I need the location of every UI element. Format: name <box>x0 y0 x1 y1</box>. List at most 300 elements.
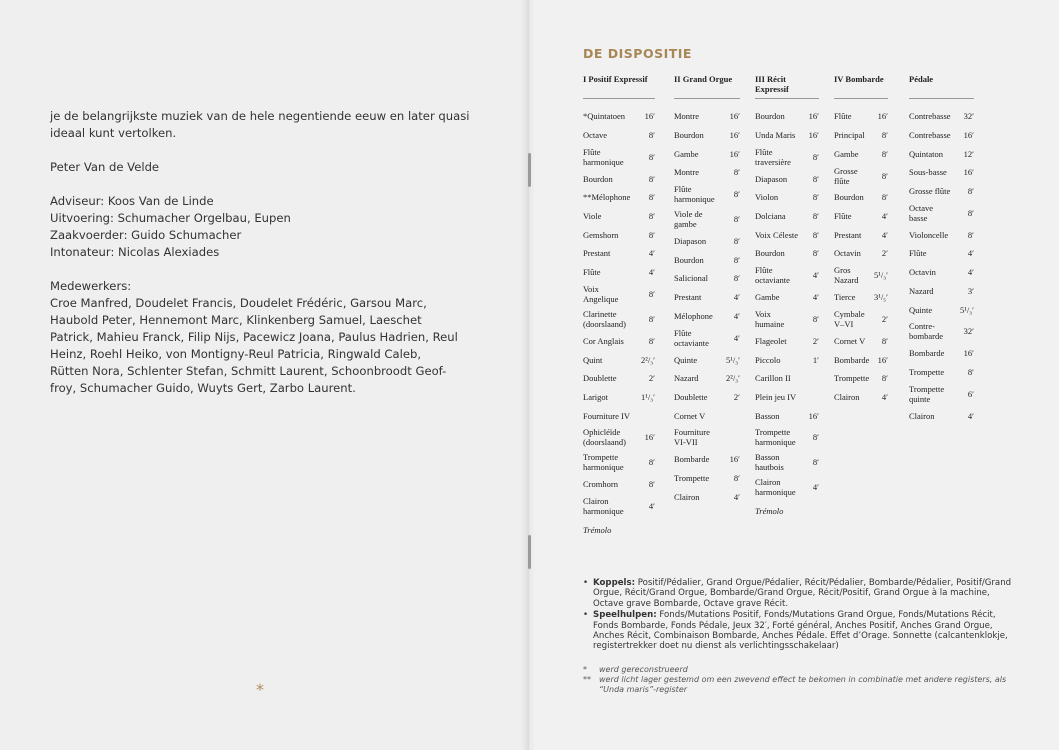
stop-name-line: Contrebasse <box>909 111 951 122</box>
stop-name-line: Gambe <box>834 148 859 159</box>
bullet-label: Koppels: <box>593 578 636 588</box>
stop-name-line: Octave <box>909 202 934 213</box>
stop-name <box>583 427 626 447</box>
stop-footage: 8′ <box>733 254 740 265</box>
stop-name-line: Flûte <box>674 327 692 338</box>
stop-footage: 3′ <box>967 285 974 296</box>
stop-name <box>674 149 699 159</box>
stop-name-line: flûte <box>834 175 850 186</box>
stop-footage: 16′ <box>877 111 888 122</box>
stop-footage: 4′ <box>733 292 740 303</box>
stop-name <box>755 411 780 421</box>
stop-name <box>755 373 791 383</box>
stop-row <box>755 126 819 145</box>
manual-title-line: Pédale <box>909 74 934 84</box>
stop-name-line: Unda Maris <box>755 130 796 141</box>
stop-row <box>909 381 974 406</box>
stop-footage: 8′ <box>733 189 740 200</box>
stop-footage: 8′ <box>733 472 740 483</box>
manual-column <box>909 74 974 425</box>
stop-footage: 16′ <box>729 111 740 122</box>
stop-name <box>909 286 934 296</box>
stop-row <box>834 188 888 207</box>
stop-name-line: Cornet V <box>834 335 866 346</box>
stop-name <box>909 367 944 377</box>
stop-footage: 8′ <box>733 214 740 225</box>
stop-name-line: Flûte <box>583 146 601 157</box>
stop-name <box>674 311 713 321</box>
stop-footage: 8′ <box>812 229 819 240</box>
stop-row <box>755 388 819 407</box>
stop-name <box>583 336 624 346</box>
stop-footage: 16′ <box>644 432 655 443</box>
stop-row <box>909 406 974 425</box>
manual-column <box>674 74 740 506</box>
stop-row <box>583 450 655 475</box>
stop-footage: 16′ <box>963 167 974 178</box>
stop-name <box>834 292 855 302</box>
stop-name-line: Doublette <box>583 373 617 384</box>
stop-name-line: Flûte <box>909 248 927 259</box>
stop-name <box>755 477 796 497</box>
stop-footage: 2′ <box>812 335 819 346</box>
stop-name-line: Clarinette <box>583 309 617 319</box>
stop-name <box>834 166 858 186</box>
stop-name-line: Ophicléïde <box>583 427 621 438</box>
stop-name <box>755 336 787 346</box>
stop-name <box>755 427 796 447</box>
stop-row <box>583 144 655 169</box>
stop-row <box>755 307 819 332</box>
footnote-mark: * <box>583 665 587 674</box>
stop-name-line: bombarde <box>909 331 943 342</box>
stop-name-line: Bombarde <box>834 354 870 365</box>
stop-name <box>755 265 790 285</box>
stop-row <box>674 450 740 469</box>
stop-name <box>909 248 926 258</box>
stop-row <box>674 163 740 182</box>
stop-footage: 2′ <box>881 248 888 259</box>
stop-row <box>755 288 819 307</box>
stop-footage: 5¹/₃′ <box>960 304 974 315</box>
stop-footage: 12′ <box>963 148 974 159</box>
manual-title-line: Expressif <box>755 84 789 94</box>
stop-name <box>909 321 943 341</box>
stop-footage: 4′ <box>733 332 740 343</box>
stop-footage: 4′ <box>648 501 655 512</box>
stop-name <box>583 248 610 258</box>
stop-row <box>834 126 888 145</box>
stop-footage: 8′ <box>648 130 655 141</box>
stop-name-line: Nazard <box>909 285 934 296</box>
stop-name-line: Doublette <box>674 391 708 402</box>
stop-name-line: VI-VII <box>674 437 698 448</box>
stop-footage: 16′ <box>644 111 655 122</box>
stop-footage: 2′ <box>648 373 655 384</box>
bullet-koppels <box>583 578 1018 609</box>
stop-row <box>583 475 655 494</box>
stop-row <box>909 126 974 145</box>
stop-footage: 16′ <box>963 348 974 359</box>
credit-line: Zaakvoerder: Guido Schumacher <box>50 228 242 242</box>
stop-name-line: harmonique <box>583 506 624 517</box>
stop-name <box>674 454 709 464</box>
stop-footage: 8′ <box>812 248 819 259</box>
stop-name-line: quinte <box>909 393 931 404</box>
staff-line: froy, Schumacher Guido, Wuyts Gert, Zarbo Laurent. <box>50 381 356 395</box>
stop-name-line: Basson <box>755 452 780 463</box>
staff-title: Medewerkers: <box>50 279 132 293</box>
stop-name-line: V–VI <box>834 319 854 329</box>
stop-name-line: (doorslaand) <box>583 437 626 448</box>
stop-row <box>674 144 740 163</box>
stop-name-line: Angelique <box>583 294 619 304</box>
stop-name <box>834 309 865 329</box>
stop-name <box>674 236 706 246</box>
stop-footage: 4′ <box>812 482 819 493</box>
stop-name-line: hautbois <box>755 462 784 473</box>
stop-name <box>674 130 704 140</box>
stop-name-line: Nazard <box>674 373 699 384</box>
stop-row <box>583 350 655 369</box>
stop-name-line: Gemshorn <box>583 229 619 240</box>
stop-name <box>834 149 859 159</box>
stop-name-line: Cromhorn <box>583 479 618 490</box>
stop-name <box>755 452 784 472</box>
stop-name-line: Diapason <box>755 173 788 184</box>
stop-name-line: octaviante <box>674 337 709 348</box>
stop-name-line: Voix <box>755 309 771 319</box>
stop-name <box>674 167 699 177</box>
stop-row <box>583 388 655 407</box>
stop-name-line: Mélophone <box>674 310 713 321</box>
stop-row <box>755 350 819 369</box>
manual-column <box>583 74 655 535</box>
stop-row <box>909 182 974 201</box>
stop-row <box>755 225 819 244</box>
stop-row <box>834 244 888 263</box>
stop-name-line: Larigot <box>583 391 609 402</box>
stop-name-line: harmonique <box>755 487 796 498</box>
stop-row <box>583 225 655 244</box>
stop-name-line: Plein jeu IV <box>755 391 797 402</box>
stop-footage: 8′ <box>967 207 974 218</box>
stop-name-line: Violon <box>755 192 779 203</box>
stop-name <box>909 267 936 277</box>
bullet-speelhulpen <box>583 610 1018 652</box>
stop-name-line: Flûte <box>834 211 852 222</box>
stop-name-line: Diapason <box>674 236 707 247</box>
staff-line: Croe Manfred, Doudelet Francis, Doudelet Frédéric, Garsou Marc, <box>50 296 427 310</box>
stop-name <box>674 273 708 283</box>
stop-row <box>755 169 819 188</box>
stop-footage: 4′ <box>812 292 819 303</box>
footnote-text: werd gereconstrueerd <box>599 665 688 674</box>
stop-name-line: Piccolo <box>755 354 781 365</box>
stop-name-line: Cornet V <box>674 410 706 421</box>
stop-name <box>755 192 778 202</box>
stop-name-line: Principal <box>834 130 865 141</box>
stop-name-line: Quinte <box>674 354 698 365</box>
stop-name <box>755 392 796 402</box>
stop-name <box>583 267 600 277</box>
stop-name-line: Cor Anglais <box>583 335 624 346</box>
stop-name-line: Clairon <box>755 477 781 488</box>
stop-name <box>674 209 703 229</box>
stop-name <box>834 355 869 365</box>
stop-row <box>674 269 740 288</box>
stop-row <box>755 244 819 263</box>
stop-name-line: humaine <box>755 319 785 329</box>
stop-footage: 8′ <box>812 151 819 162</box>
intro-line: je de belangrijkste muziek van de hele negentiende eeuw en later quasi <box>50 109 470 123</box>
stop-name <box>909 305 932 315</box>
stop-row <box>755 188 819 207</box>
stop-name-line: Trompette <box>909 383 945 394</box>
stop-row <box>674 307 740 326</box>
stop-name-line: Quint <box>583 354 603 365</box>
stop-row <box>674 469 740 488</box>
stop-name-line: Flageolet <box>755 335 787 346</box>
stop-row <box>834 332 888 351</box>
stop-row <box>674 207 740 232</box>
stop-footage: 8′ <box>812 173 819 184</box>
stop-footage: 8′ <box>648 335 655 346</box>
stop-name-line: Viole <box>583 211 602 222</box>
stop-footage: 8′ <box>648 457 655 468</box>
stop-name-line: Bourdon <box>755 248 785 259</box>
stop-row <box>583 169 655 188</box>
stop-row <box>834 163 888 188</box>
stop-footage: 4′ <box>648 248 655 259</box>
stop-row <box>674 288 740 307</box>
stop-row <box>755 369 819 388</box>
stop-row <box>674 232 740 251</box>
stop-name-line: Octavin <box>834 248 861 259</box>
stop-row <box>909 363 974 382</box>
stop-name-line: Gambe <box>674 148 699 159</box>
stop-footage: 3¹/₅′ <box>874 292 888 303</box>
stop-name-line: Bourdon <box>674 130 704 141</box>
stop-name <box>583 284 618 304</box>
stop-name-line: basse <box>909 212 928 223</box>
stop-footage: 32′ <box>963 326 974 337</box>
stop-name <box>909 348 944 358</box>
stop-name <box>583 147 624 167</box>
stop-name-line: Grosse flûte <box>909 186 951 197</box>
stop-name <box>674 111 699 121</box>
stop-name-line: Nazard <box>834 275 859 286</box>
stop-name <box>674 373 699 383</box>
stop-name <box>583 355 602 365</box>
stop-name <box>909 111 951 121</box>
stop-row <box>755 144 819 169</box>
stop-row <box>755 450 819 475</box>
stop-name <box>755 130 795 140</box>
manual-column <box>834 74 888 406</box>
stop-name-line: Gros <box>834 265 851 276</box>
stop-footage: 1¹/₃′ <box>641 391 655 402</box>
staff-line: Patrick, Mahieu Franck, Filip Nijs, Pacewicz Joana, Paulus Hadrien, Reul <box>50 330 458 344</box>
staff-block <box>50 278 470 397</box>
stop-name-line: Contrebasse <box>909 130 951 141</box>
stop-footage: 16′ <box>808 410 819 421</box>
stop-footage: 16′ <box>808 111 819 122</box>
stop-name-line: Bombarde <box>674 454 710 465</box>
stop-row <box>755 406 819 425</box>
stop-row <box>834 388 888 407</box>
stop-footage: 8′ <box>733 167 740 178</box>
stop-name-line: Bombarde <box>909 348 945 359</box>
stop-name-line: traversière <box>755 156 791 167</box>
stop-name <box>583 411 630 421</box>
stop-name-line: Gambe <box>755 292 780 303</box>
stop-name <box>909 149 943 159</box>
stop-footage: 4′ <box>881 391 888 402</box>
footnote-text: werd licht lager gestemd om een zwevend effect te bekomen in combinatie met andere registers, als “Unda maris”-register <box>599 675 1007 694</box>
footnote <box>583 675 1018 695</box>
manual-title <box>583 74 655 99</box>
stop-name-line: Prestant <box>834 229 862 240</box>
stop-footage: 8′ <box>648 314 655 324</box>
stop-footage: 16′ <box>963 130 974 141</box>
stop-name <box>674 411 705 421</box>
stop-name-line: Bourdon <box>755 111 785 122</box>
stop-row <box>755 263 819 288</box>
stop-name-line: Montre <box>674 111 700 122</box>
stop-footage: 6′ <box>967 388 974 399</box>
stop-name <box>583 230 618 240</box>
stop-name-line: Fourniture IV <box>583 410 630 421</box>
stop-name <box>834 130 865 140</box>
credits-block <box>50 193 470 261</box>
stop-name-line: Clairon <box>909 410 935 421</box>
stop-row <box>834 369 888 388</box>
stop-name <box>583 111 625 121</box>
stop-footage: 4′ <box>733 310 740 321</box>
stop-name-line: Flûte <box>834 111 852 122</box>
stop-name-line: Trompette <box>755 427 791 438</box>
stop-footage: 2′ <box>733 391 740 402</box>
manual-title-line: IV Bombarde <box>834 74 884 84</box>
stop-name <box>755 174 787 184</box>
stop-name <box>834 111 851 121</box>
stop-name-line: octaviante <box>755 275 790 286</box>
stop-row <box>674 250 740 269</box>
stop-footage: 8′ <box>648 479 655 490</box>
stop-row <box>674 182 740 207</box>
stop-name <box>674 184 715 204</box>
stop-name <box>674 355 697 365</box>
stop-footage: 8′ <box>733 236 740 247</box>
stop-row <box>834 263 888 288</box>
stop-footage: 16′ <box>729 130 740 141</box>
stop-footage: 8′ <box>881 170 888 181</box>
stop-row <box>909 107 974 126</box>
stop-name <box>674 255 704 265</box>
stop-footage: 5¹/₃′ <box>726 354 740 365</box>
stop-row <box>909 200 974 225</box>
stop-name-line: Viole de <box>674 209 703 220</box>
stop-row <box>834 225 888 244</box>
stop-footage: 8′ <box>812 457 819 468</box>
stop-row <box>909 300 974 319</box>
stop-name <box>583 496 624 516</box>
stop-footage: 8′ <box>967 229 974 240</box>
stop-name <box>583 479 618 489</box>
stop-footage: 8′ <box>812 192 819 203</box>
stop-name-line: Montre <box>674 167 700 178</box>
stop-name-line: Tierce <box>834 292 856 303</box>
stop-row <box>674 369 740 388</box>
footnote <box>583 665 1018 675</box>
stop-row <box>583 107 655 126</box>
stop-row <box>834 350 888 369</box>
bullet-label: Speelhulpen: <box>593 610 657 621</box>
intro-paragraph <box>50 108 470 142</box>
stop-footage: 16′ <box>877 354 888 365</box>
stop-row <box>674 425 740 450</box>
stop-row <box>583 307 655 332</box>
stop-name <box>583 130 607 140</box>
stop-footage: 16′ <box>729 454 740 465</box>
left-page-text <box>50 108 470 414</box>
manual-title <box>834 74 888 99</box>
stop-row <box>755 332 819 351</box>
stop-name <box>674 392 708 402</box>
stop-footage: 8′ <box>648 192 655 203</box>
stop-footage: 8′ <box>881 373 888 384</box>
stop-footage: 5¹/₃′ <box>874 270 888 281</box>
staff-line: Rütten Nora, Schlenter Stefan, Schmitt Laurent, Schoonbroodt Geof- <box>50 364 447 378</box>
stop-name-line: Trompette <box>909 366 945 377</box>
asterisk-ornament-icon: * <box>256 680 264 699</box>
stop-footage: 4′ <box>733 491 740 502</box>
stop-footage: 16′ <box>729 148 740 159</box>
stop-row <box>583 425 655 450</box>
stop-name-line: harmonique <box>674 194 715 205</box>
disposition-heading: DE DISPOSITIE <box>583 46 692 61</box>
stop-name-line: Clairon <box>834 391 860 402</box>
stop-row <box>674 107 740 126</box>
stop-name-line: Octavin <box>909 267 936 278</box>
stop-row <box>583 244 655 263</box>
stop-footage: 4′ <box>967 267 974 278</box>
manual-title <box>755 74 819 99</box>
stop-name <box>583 373 617 383</box>
stop-footage: 8′ <box>648 289 655 299</box>
stop-footage: 4′ <box>881 211 888 222</box>
stop-footage: 1′ <box>812 354 819 365</box>
stop-footage: 8′ <box>648 173 655 184</box>
stop-name <box>755 248 785 258</box>
credit-line: Adviseur: Koos Van de Linde <box>50 194 214 208</box>
credit-line: Uitvoering: Schumacher Orgelbau, Eupen <box>50 211 291 225</box>
stop-row <box>755 207 819 226</box>
stop-row <box>909 144 974 163</box>
bullet-text: Fonds/Mutations Positif, Fonds/Mutations Grand Orgue, Fonds/Mutations Récit, Fonds Bombarde, Fonds Pédale, Jeux 32′, Forté général, Anches Positif, Anches Grand Orgue, Anches Récit, Combinaison Bombarde, Anches Pédale. Effet d’Orage. Sonnette (calcantenklokje, registertrekker doet nu dienst als verlichtingsschakelaar) <box>593 610 1008 652</box>
stop-name-line: Clairon <box>583 496 609 507</box>
stop-row <box>834 207 888 226</box>
stop-name-line: Flûte <box>755 265 773 276</box>
stop-name <box>583 392 608 402</box>
stop-name <box>674 473 709 483</box>
stop-footage: 4′ <box>648 267 655 278</box>
stop-row <box>755 475 819 500</box>
stop-row <box>583 406 655 425</box>
stop-footage: 8′ <box>881 335 888 346</box>
stop-row <box>834 307 888 332</box>
